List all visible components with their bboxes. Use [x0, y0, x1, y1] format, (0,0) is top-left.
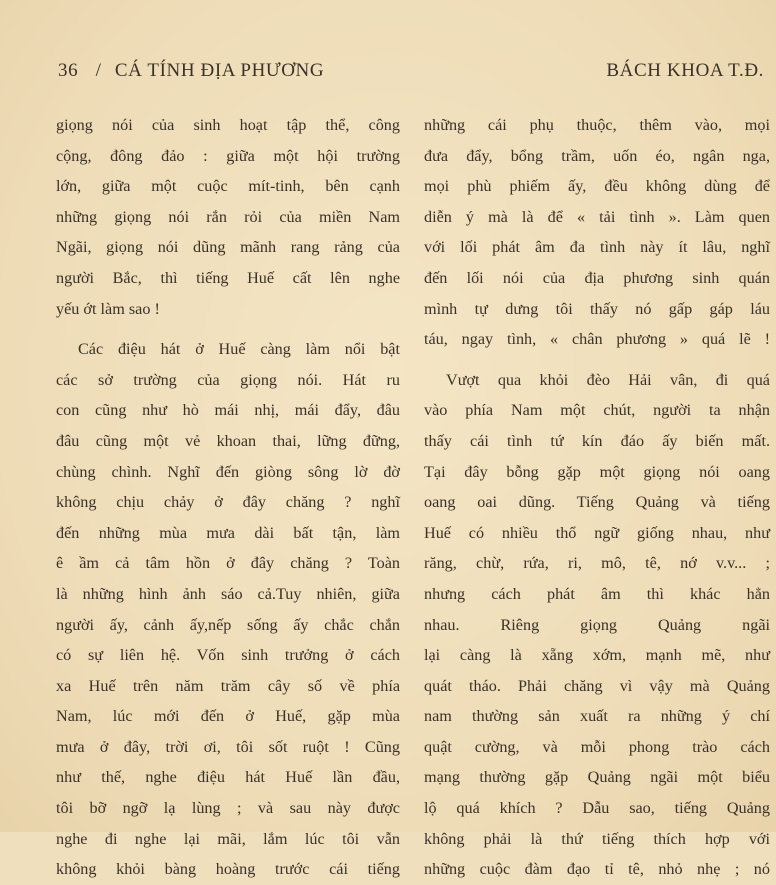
text-line: tôi bỡ ngỡ lạ lùng ; và sau này được — [56, 799, 400, 818]
left-column — [56, 110, 400, 885]
page-number: 36 — [58, 60, 79, 81]
text-line: Nam, lúc mới đến ở Huế, gặp mùa — [56, 707, 400, 726]
text-line: vào phía Nam một chút, người ta nhận — [424, 401, 770, 420]
text-line: nhưng cách phát âm thì khác hẳn — [424, 584, 770, 603]
text-line: Vượt qua khỏi đèo Hải vân, đi quá — [446, 370, 770, 389]
text-line: quát tháo. Phải chăng vì vậy mà Quảng — [424, 676, 770, 695]
text-line: lại càng là xẵng xớm, mạnh mẽ, như — [424, 646, 770, 665]
text-line: người ấy, cảnh ấy,nếp sống ấy chắc chắn — [56, 615, 400, 634]
text-line: táu, ngay tình, « chân phương » quá lẽ ! — [424, 330, 770, 349]
section-title: CÁ TÍNH ĐỊA PHƯƠNG — [114, 60, 325, 81]
text-line: là những hình ảnh sáo cả.Tuy nhiên, giữa — [56, 584, 400, 603]
header-left — [58, 60, 324, 82]
header-separator: / — [95, 60, 102, 81]
text-line: không khỏi bàng hoàng trước cái tiếng — [56, 860, 400, 879]
text-line: diễn ý mà là để « tải tình ». Làm quen — [424, 207, 770, 226]
text-line: những giọng nói rắn rỏi của miền Nam — [56, 207, 400, 226]
paragraph — [56, 110, 400, 324]
right-column — [424, 110, 770, 885]
text-line: đưa đẩy, bổng trầm, uốn éo, ngân nga, — [424, 146, 770, 165]
text-line: lộ quá khích ? Dẫu sao, tiếng Quảng — [424, 799, 770, 818]
text-line: thấy cái tình tứ kín đáo ấy biến mất. — [424, 431, 770, 450]
text-line: nghe đi nghe lại mãi, lắm lúc tôi vẫn — [56, 829, 400, 848]
text-line: Ngãi, giọng nói dũng mãnh rang rảng của — [56, 238, 400, 257]
text-line: giọng nói của sinh hoạt tập thể, công — [56, 116, 400, 134]
text-line: có sự liên hệ. Vốn sinh trưởng ở cách — [56, 646, 400, 665]
text-line: cộng, đông đảo : giữa một hội trường — [56, 146, 400, 165]
text-line: răng, chừ, rứa, ri, mô, tê, nớ v.v... ; — [424, 554, 770, 573]
text-line: con cũng như hò mái nhị, mái đẩy, đâu — [56, 401, 400, 420]
text-line: mình tự dưng tôi thấy nó gấp gáp láu — [424, 299, 770, 318]
text-line: yếu ớt làm sao ! — [56, 299, 160, 318]
text-line: như thế, nghe điệu hát Huế lần đầu, — [56, 768, 400, 787]
text-line: ê ầm cả tâm hồn ở đây chăng ? Toàn — [56, 554, 400, 573]
text-line: lớn, giữa một cuộc mít-tinh, bên cạnh — [56, 177, 400, 196]
text-line: những cuộc đàm đạo tỉ tê, nhỏ nhẹ ; nó — [424, 860, 770, 879]
text-line: đến lối nói của địa phương sinh quán — [424, 268, 770, 287]
paragraph — [424, 110, 770, 355]
text-line: Các điệu hát ở Huế càng làm nổi bật — [78, 340, 400, 359]
text-line: không phải là thứ tiếng thích hợp với — [424, 829, 770, 848]
text-line: không chịu chảy ở đây chăng ? nghĩ — [56, 493, 400, 512]
running-header — [58, 60, 764, 88]
paragraph — [424, 365, 770, 885]
text-line: đâu cũng một vẻ khoan thai, lững đững, — [56, 431, 400, 450]
text-line: những cái phụ thuộc, thêm vào, mọi — [424, 116, 770, 134]
publication-title: BÁCH KHOA T.Đ. — [606, 60, 764, 81]
text-line: chùng chình. Nghĩ đến giòng sông lờ đờ — [56, 462, 400, 481]
text-line: người Bắc, thì tiếng Huế cất lên nghe — [56, 268, 400, 287]
text-line: các sở trường của giọng nói. Hát ru — [56, 370, 400, 389]
text-line: đến những mùa mưa dài bất tận, làm — [56, 523, 400, 542]
text-line: xa Huế trên năm trăm cây số về phía — [56, 676, 400, 695]
paragraph — [56, 334, 400, 885]
text-line: với lối phát âm đa tình này ít lâu, nghĩ — [424, 238, 770, 257]
text-line: Tại đây bỗng gặp một giọng nói oang — [424, 462, 770, 481]
text-line: nam thường sản xuất ra những ý chí — [424, 707, 770, 726]
text-line: mọi phù phiếm ấy, đều không dùng để — [424, 177, 770, 196]
text-line: quật cường, và mỗi phong trào cách — [424, 737, 770, 756]
text-line: Huế có nhiều thổ ngữ giống nhau, như — [424, 523, 770, 542]
text-line: nhau. Riêng giọng Quảng ngãi — [424, 615, 770, 634]
text-line: oang oai dũng. Tiếng Quảng và tiếng — [424, 493, 770, 512]
text-line: mạng thường gặp Quảng ngãi một biểu — [424, 768, 770, 787]
text-line: mưa ở đây, trời ơi, tôi sốt ruột ! Cũng — [56, 737, 400, 756]
